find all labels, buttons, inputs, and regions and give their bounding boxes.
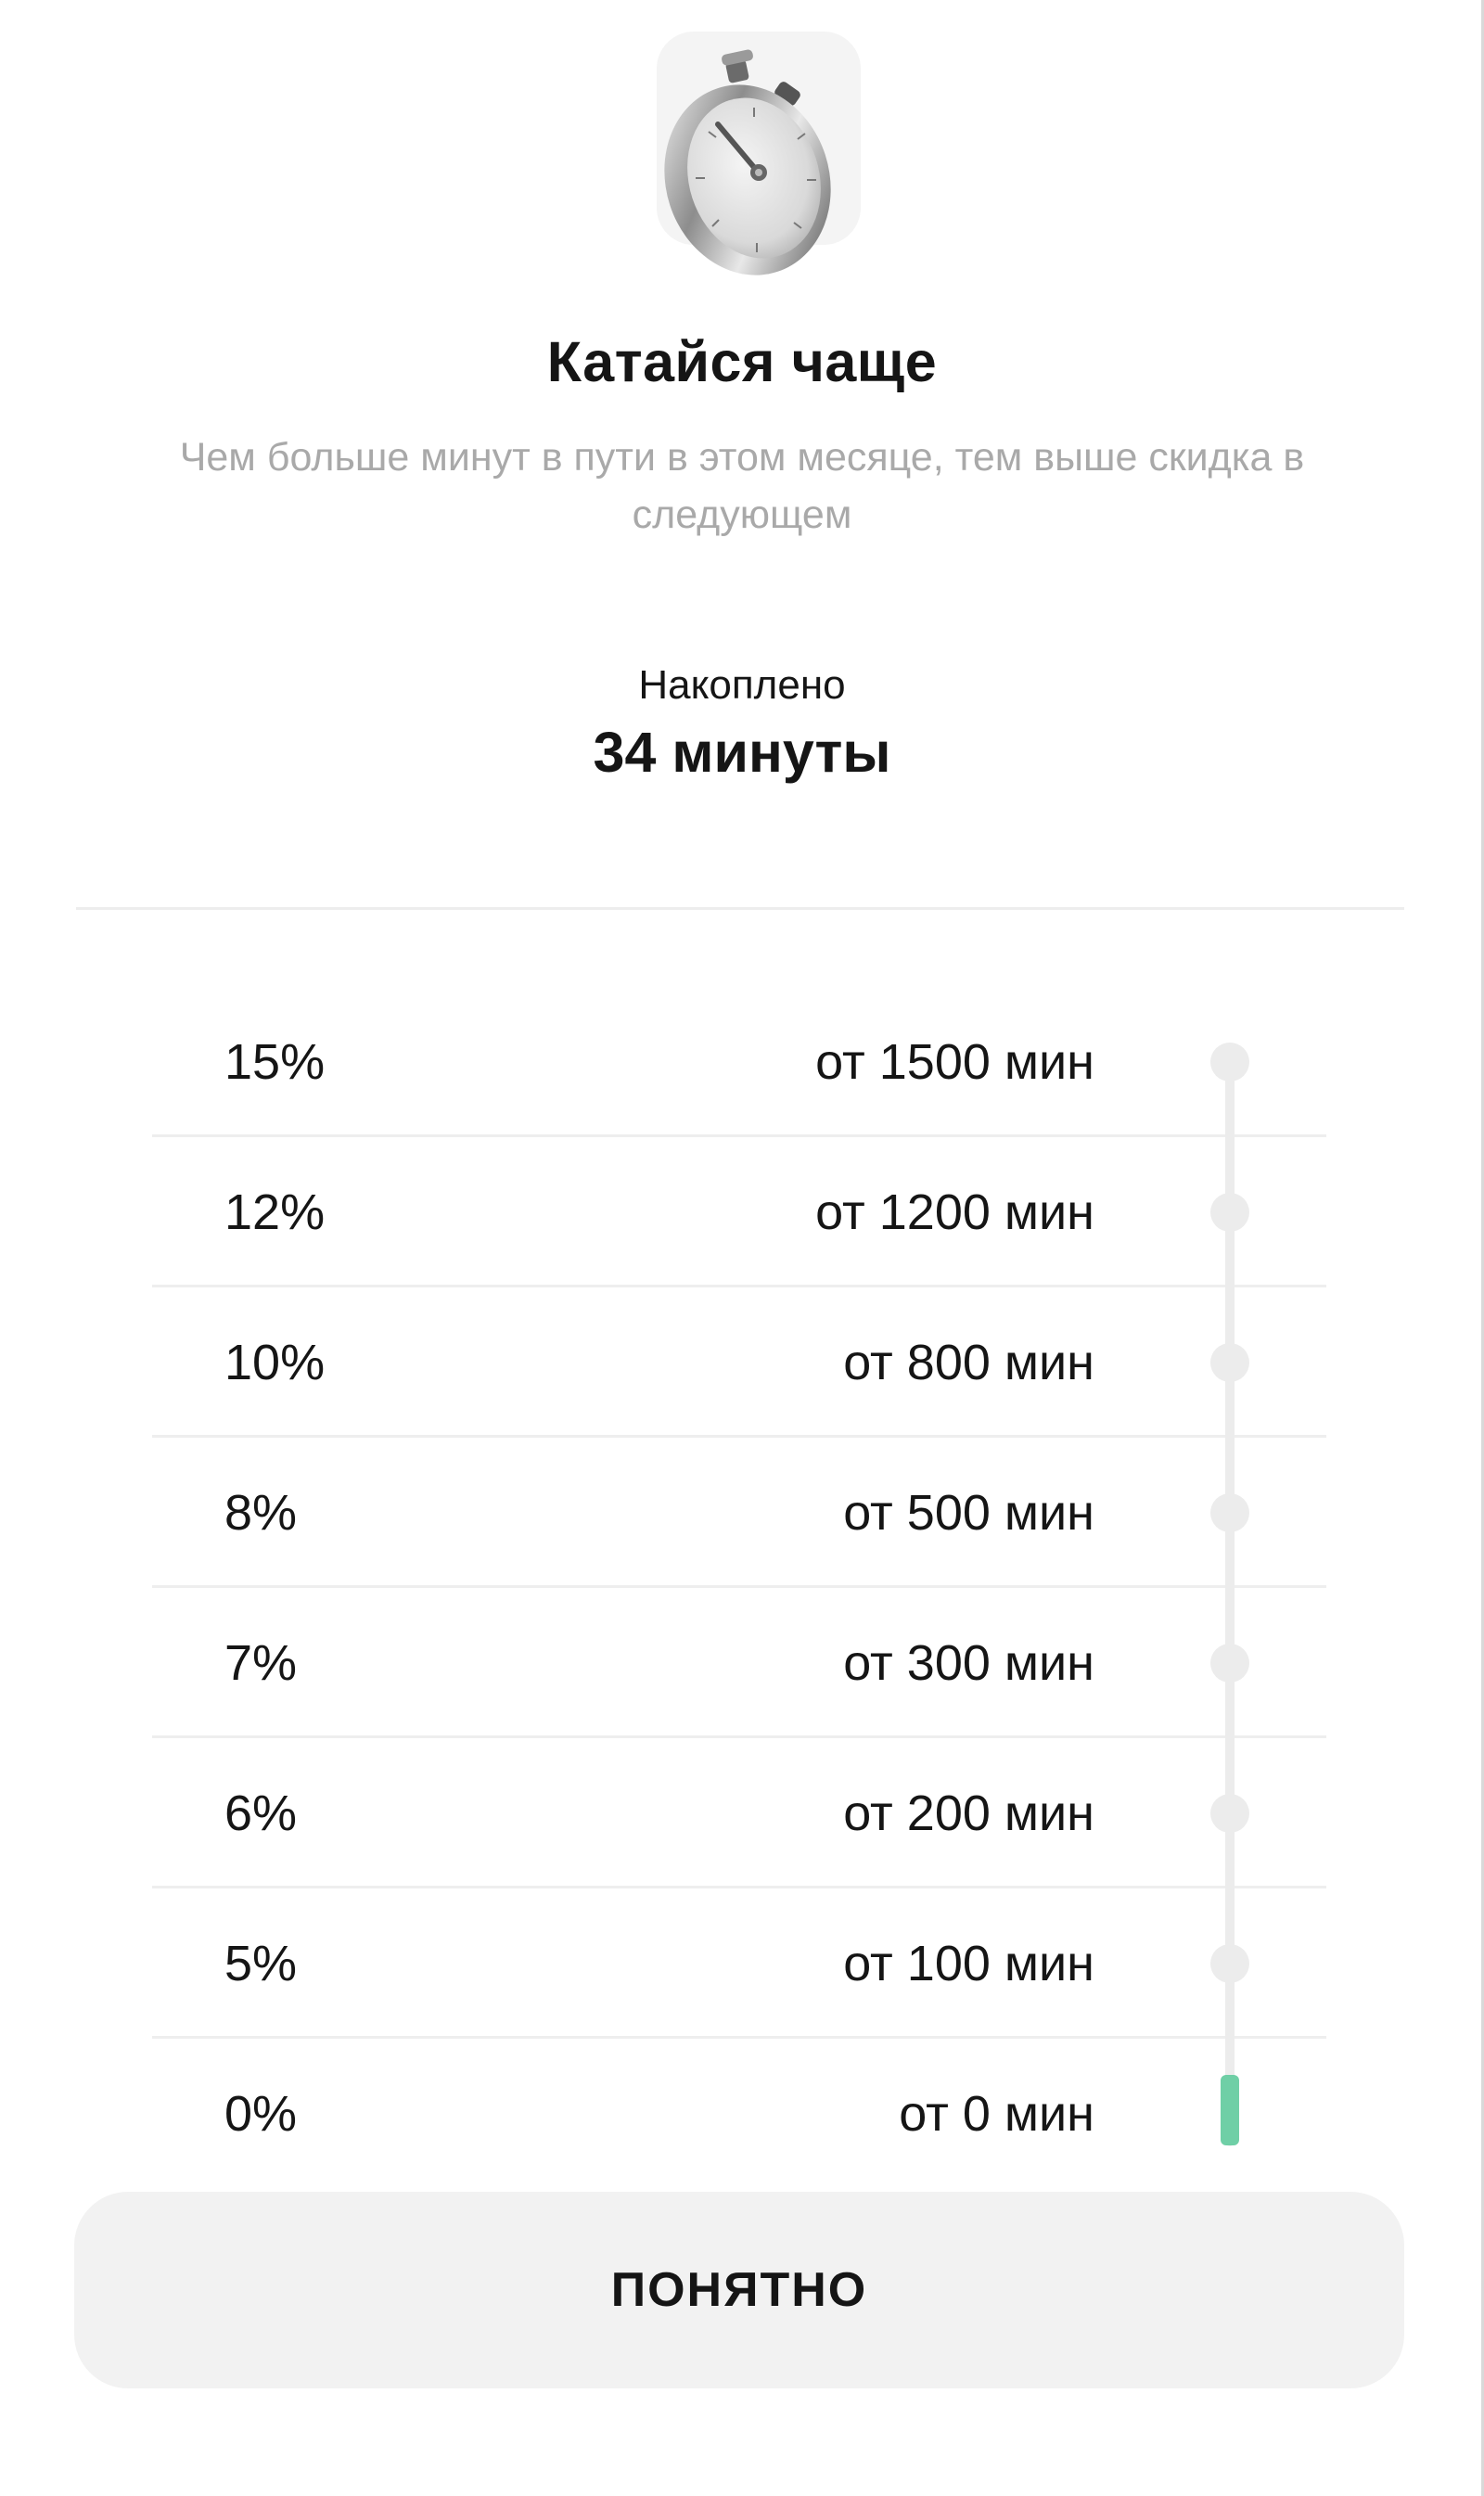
progress-step-dot <box>1210 1944 1249 1983</box>
page-title: Катайся чаще <box>546 330 938 393</box>
tier-percent: 7% <box>224 1635 298 1691</box>
progress-step-dot <box>1210 1343 1249 1382</box>
page-subtitle: Чем больше минут в пути в этом месяце, тем выше скидка в следующем <box>179 435 1305 537</box>
progress-step-dot <box>1210 1794 1249 1833</box>
understood-button[interactable]: ПОНЯТНО <box>74 2192 1404 2388</box>
tier-row <box>0 2039 1484 2189</box>
tier-row <box>0 1137 1484 1287</box>
progress-step-dot <box>1210 1493 1249 1532</box>
tier-row <box>0 1888 1484 2039</box>
progress-fill <box>1221 2075 1239 2145</box>
tier-threshold: от 100 мин <box>843 1936 1094 1991</box>
tier-threshold: от 1500 мин <box>815 1034 1094 1090</box>
tier-threshold: от 300 мин <box>843 1635 1094 1691</box>
tier-percent: 5% <box>224 1936 298 1991</box>
tier-row <box>0 1738 1484 1888</box>
tier-threshold: от 500 мин <box>843 1485 1094 1541</box>
accumulated-label: Накоплено <box>638 662 846 708</box>
tier-percent: 12% <box>224 1184 326 1240</box>
tier-percent: 0% <box>224 2086 298 2142</box>
tier-threshold: от 800 мин <box>843 1335 1094 1390</box>
tier-row <box>0 1287 1484 1438</box>
tier-threshold: от 0 мин <box>899 2086 1094 2142</box>
tier-row <box>0 987 1484 1137</box>
tier-percent: 8% <box>224 1485 298 1541</box>
tier-threshold: от 200 мин <box>843 1786 1094 1841</box>
accumulated-value: 34 минуты <box>593 721 891 784</box>
progress-step-dot <box>1210 1644 1249 1683</box>
progress-step-dot <box>1210 1193 1249 1232</box>
tier-row <box>0 1438 1484 1588</box>
tier-percent: 6% <box>224 1786 298 1841</box>
progress-step-dot <box>1210 1043 1249 1082</box>
tier-percent: 15% <box>224 1034 326 1090</box>
tier-threshold: от 1200 мин <box>815 1184 1094 1240</box>
tier-percent: 10% <box>224 1335 326 1390</box>
tier-row <box>0 1588 1484 1738</box>
